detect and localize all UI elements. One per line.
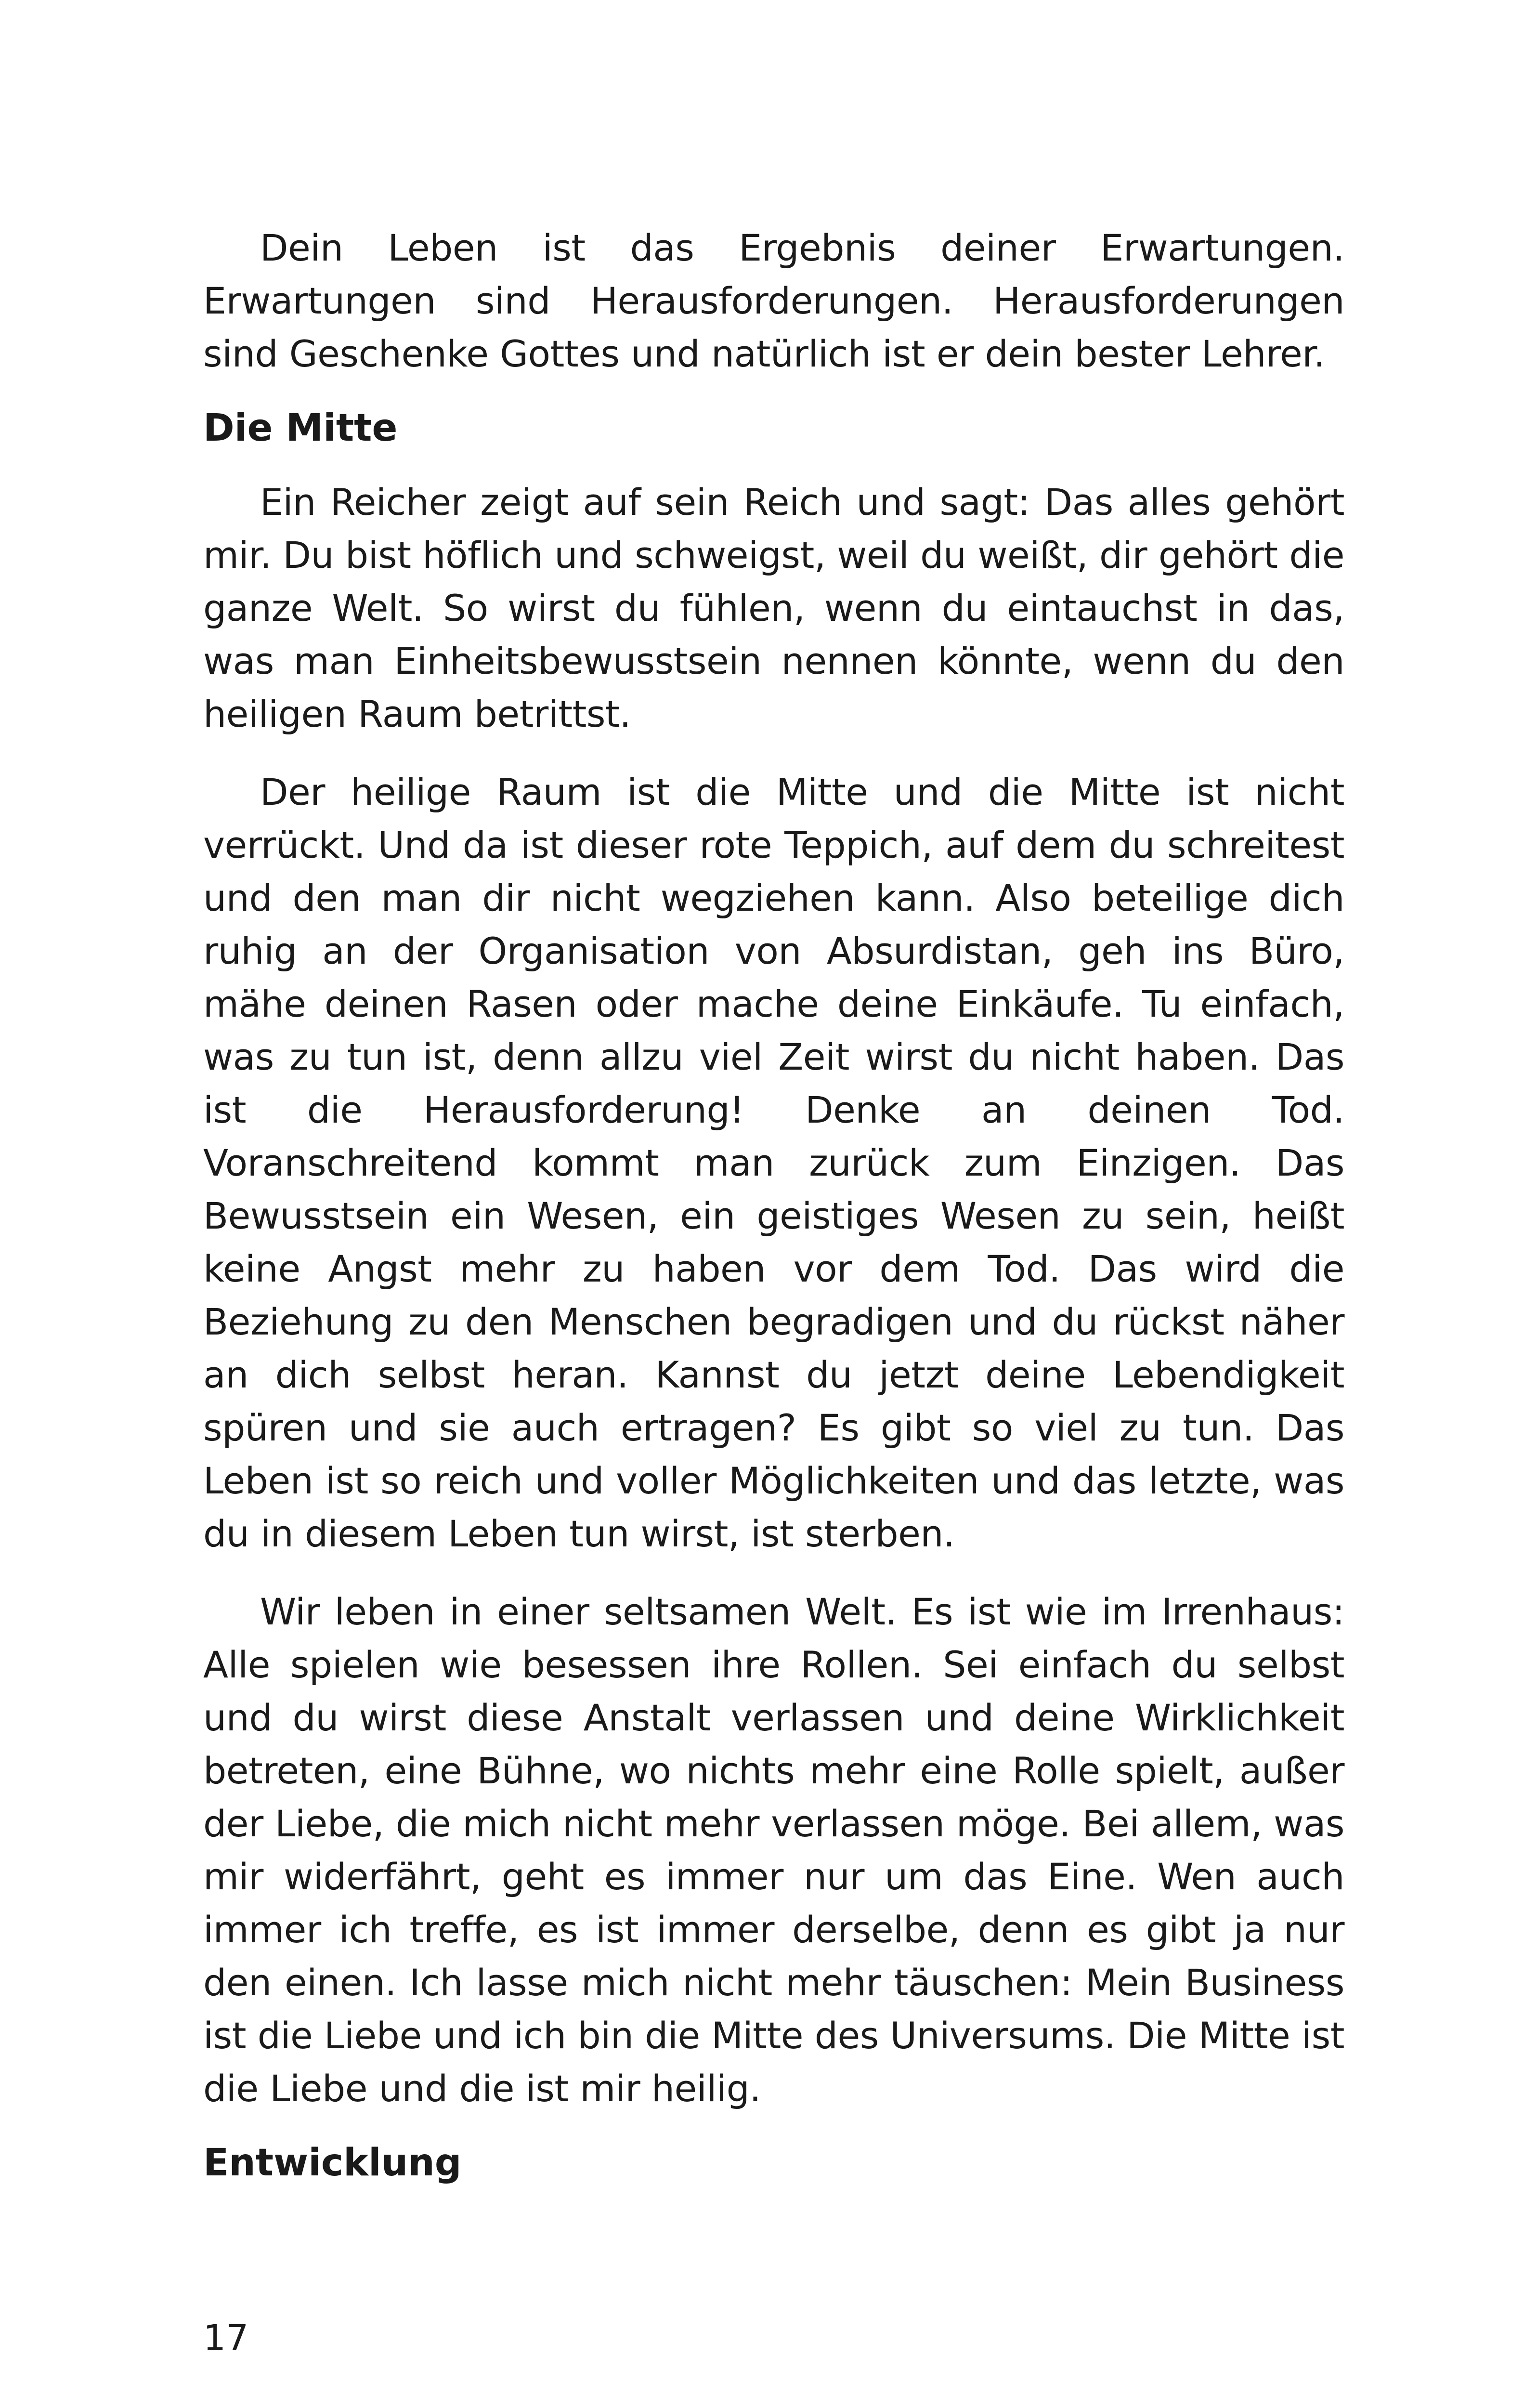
section-heading-die-mitte: Die Mitte bbox=[203, 406, 398, 450]
page-content bbox=[203, 222, 1344, 2211]
paragraph: Ein Reicher zeigt auf sein Reich und sagt: Das alles gehört mir. Du bist höflich und schweigst, weil du weißt, dir gehört die ganze Welt. So wirst du fühlen, wenn du eintauchst in das, was man Einheitsbewusstsein nennen könnte, wenn du den heiligen Raum betrittst. bbox=[203, 481, 1344, 735]
paragraph: Der heilige Raum ist die Mitte und die Mitte ist nicht verrückt. Und da ist dieser rote Teppich, auf dem du schreitest und den man dir nicht wegziehen kann. Also beteilige dich ruhig an der Organisation von Absurdistan, geh ins Büro, mähe deinen Rasen oder mache deine Einkäufe. Tu einfach, was zu tun ist, denn allzu viel Zeit wirst du nicht haben. Das ist die Herausforderung! Denke an deinen Tod. Voranschreitend kommt man zurück zum Einzigen. Das Bewusstsein ein Wesen, ein geistiges Wesen zu sein, heißt keine Angst mehr zu haben vor dem Tod. Das wird die Beziehung zu den Menschen begradigen und du rückst näher an dich selbst heran. Kannst du jetzt deine Lebendigkeit spüren und sie auch ertragen? Es gibt so viel zu tun. Das Leben ist so reich und voller Möglichkeiten und das letzte, was du in diesem Leben tun wirst, ist sterben. bbox=[203, 771, 1344, 1555]
paragraph-intro: Dein Leben ist das Ergebnis deiner Erwartungen. Erwartungen sind Herausforderungen. Herausforderungen sind Geschenke Gottes und natürlich ist er dein bester Lehrer. bbox=[203, 226, 1344, 375]
page-number: 17 bbox=[203, 2317, 249, 2359]
section-heading-entwicklung: Entwicklung bbox=[203, 2141, 462, 2185]
paragraph: Wir leben in einer seltsamen Welt. Es ist wie im Irrenhaus: Alle spielen wie besessen ihre Rollen. Sei einfach du selbst und du wirst diese Anstalt verlassen und deine Wirklichkeit betreten, eine Bühne, wo nichts mehr eine Rolle spielt, außer der Liebe, die mich nicht mehr verlassen möge. Bei allem, was mir widerfährt, geht es immer nur um das Eine. Wen auch immer ich treffe, es ist immer derselbe, denn es gibt ja nur den einen. Ich lasse mich nicht mehr täuschen: Mein Business ist die Liebe und ich bin die Mitte des Universums. Die Mitte ist die Liebe und die ist mir heilig. bbox=[203, 1590, 1344, 2110]
